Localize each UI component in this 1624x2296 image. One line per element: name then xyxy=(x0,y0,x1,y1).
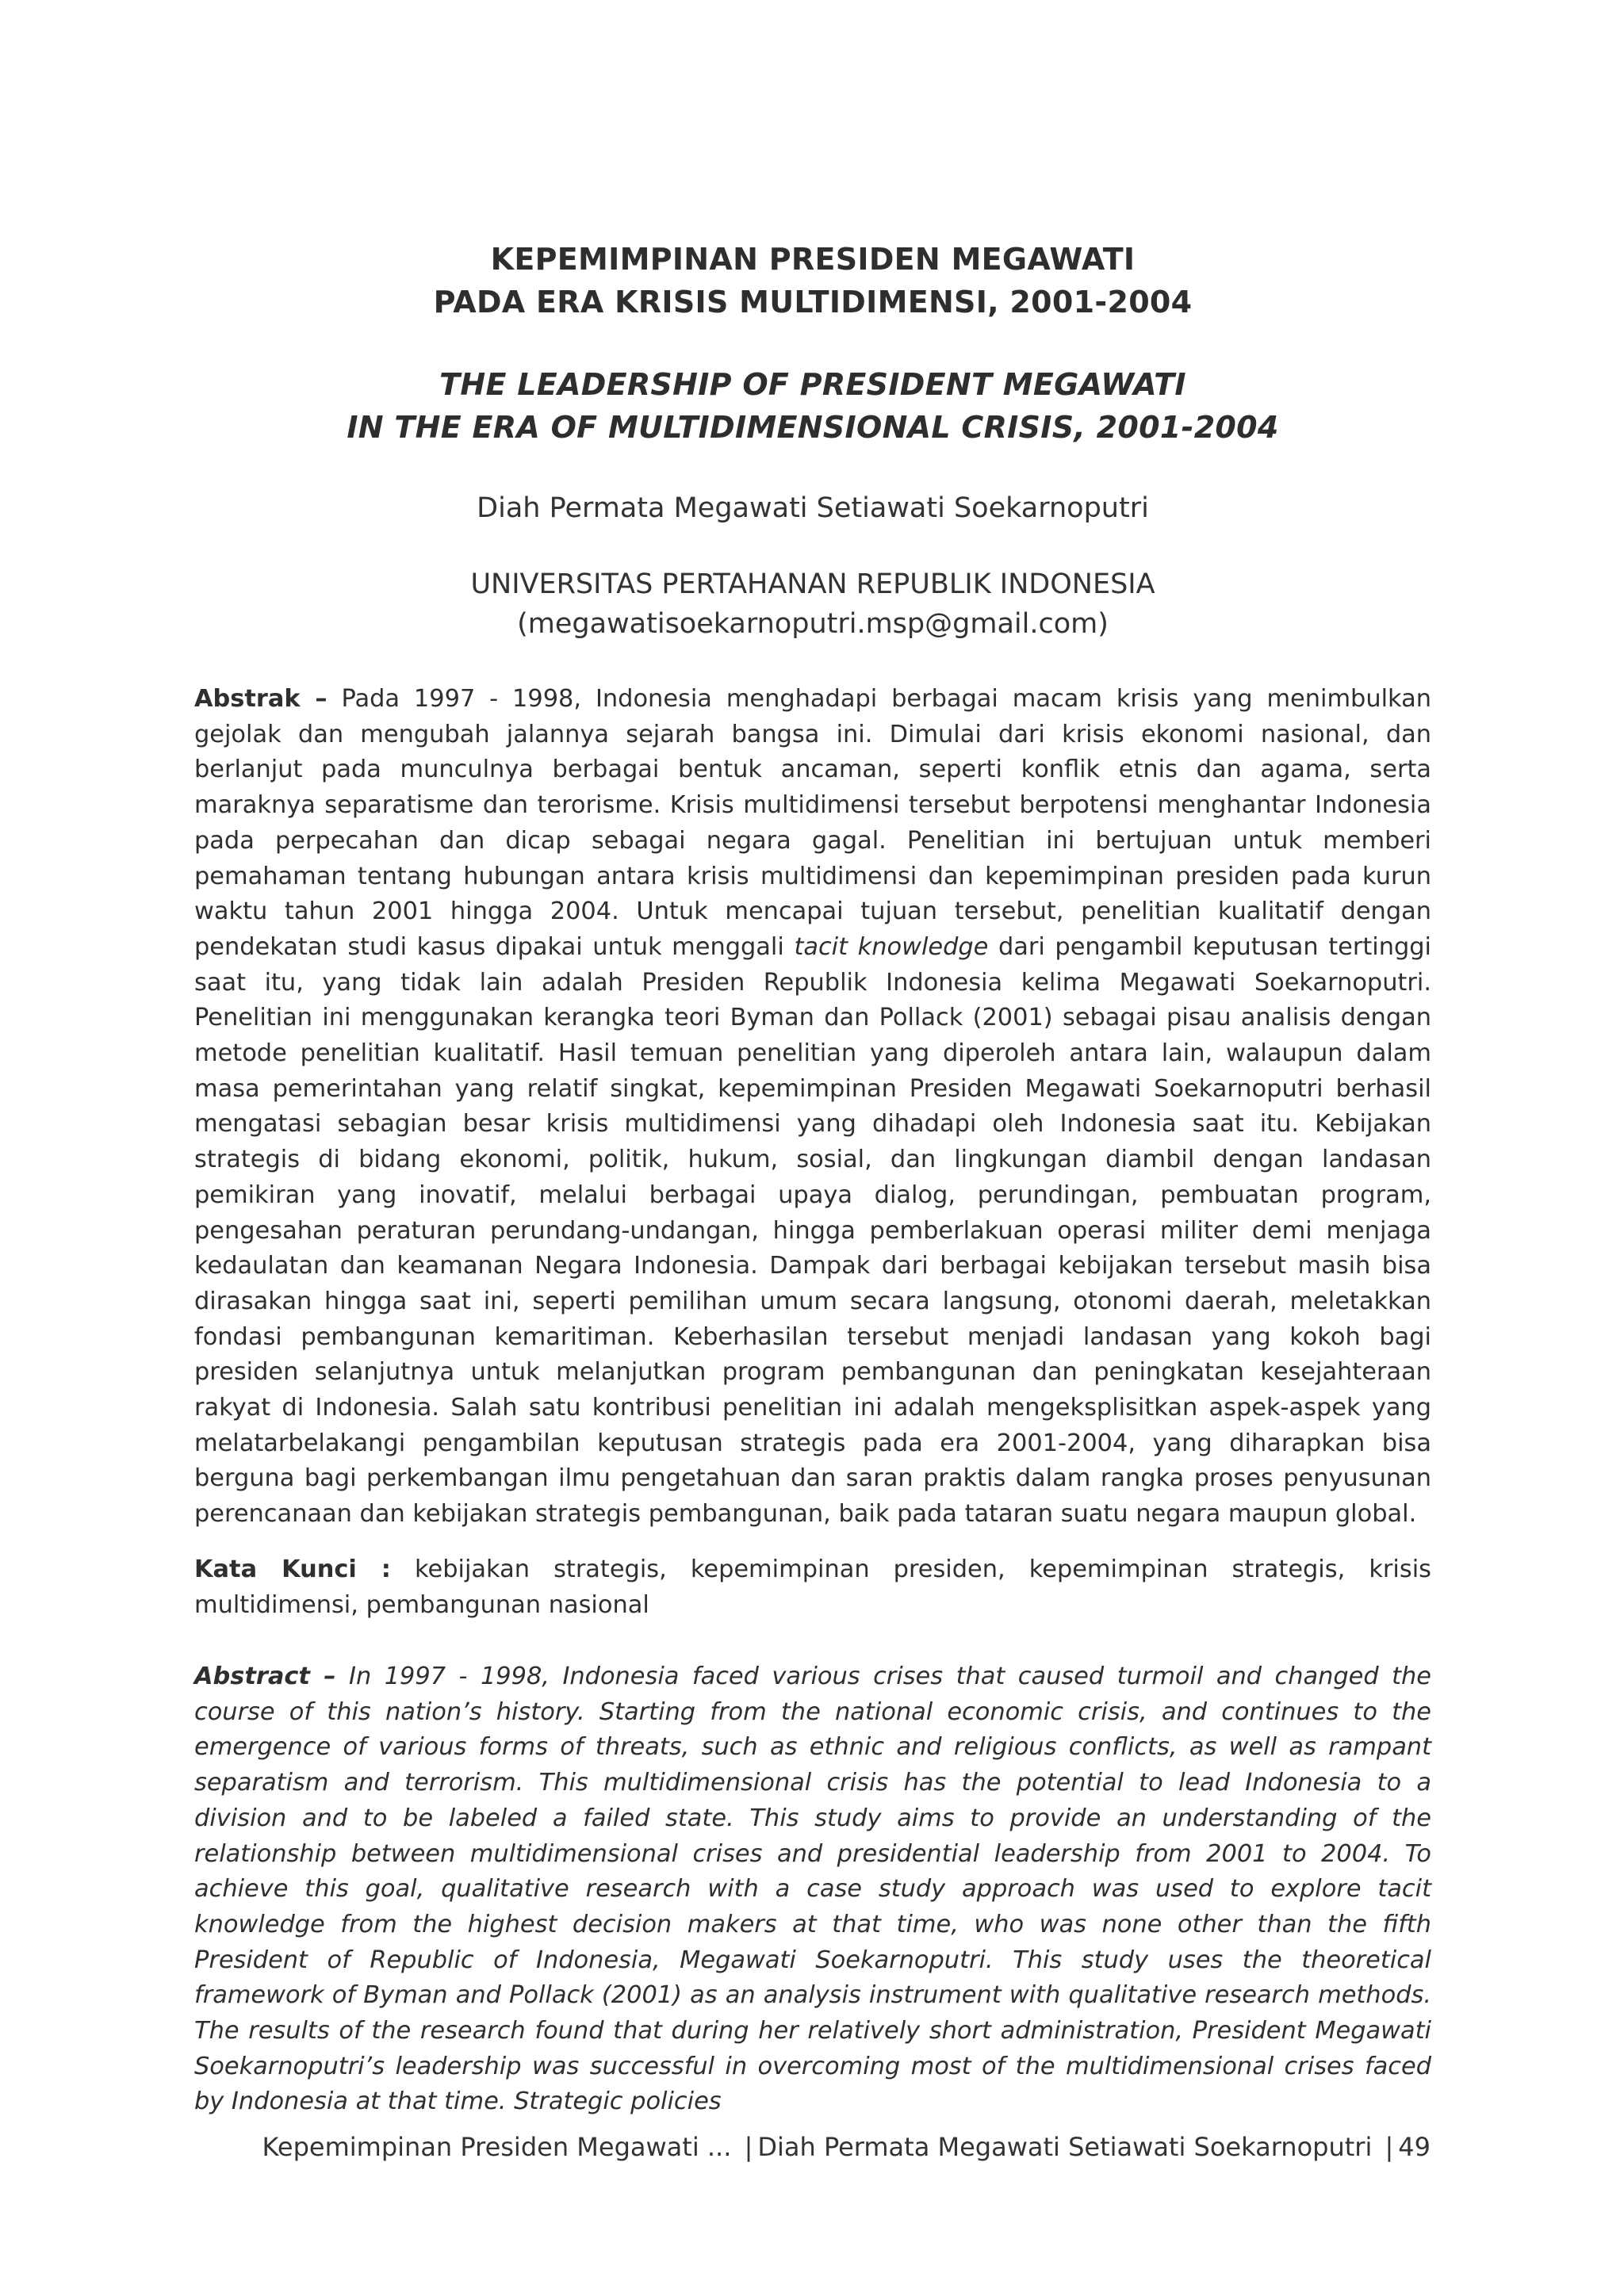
title-english-line1: THE LEADERSHIP OF PRESIDENT MEGAWATI xyxy=(439,367,1186,402)
author-email: (megawatisoekarnoputri.msp@gmail.com) xyxy=(517,608,1109,640)
abstract-label: Abstract – xyxy=(194,1663,336,1690)
affiliation xyxy=(194,564,1431,644)
running-title: Kepemimpinan Presiden Megawati ... xyxy=(262,2132,732,2162)
keywords-label: Kata Kunci : xyxy=(194,1556,391,1583)
abstrak-paragraph xyxy=(194,682,1431,1533)
abstrak-text-part1: Pada 1997 - 1998, Indonesia menghadapi berbagai macam krisis yang menimbulkan gejolak dan mengubah jalannya sejarah bangsa ini. Dimulai dari krisis ekonomi nasional, dan berlanjut pada munculnya berbagai bentuk ancaman, seperti konflik etnis dan agama, serta maraknya separatisme dan terorisme. Krisis multidimensi tersebut berpotensi menghantar Indonesia pada perpecahan dan dicap sebagai negara gagal. Penelitian ini bertujuan untuk memberi pemahaman tentang hubungan antara krisis multidimensi dan kepemimpinan presiden pada kurun waktu tahun 2001 hingga 2004. Untuk mencapai tujuan tersebut, penelitian kualitatif dengan pendekatan studi kasus dipakai untuk menggali xyxy=(194,685,1431,961)
institution: UNIVERSITAS PERTAHANAN REPUBLIK INDONESIA xyxy=(470,568,1155,600)
footer-separator-2: | xyxy=(1385,2132,1394,2162)
running-author: Diah Permata Megawati Setiawati Soekarnoputri xyxy=(757,2132,1373,2162)
title-english xyxy=(194,363,1431,449)
title-indonesian xyxy=(194,238,1431,323)
abstract-text: In 1997 - 1998, Indonesia faced various crises that caused turmoil and changed the course of this nation’s history. Starting from the national economic crisis, and continues to the emergence of various forms of threats, such as ethnic and religious conflicts, as well as rampant separatism and terrorism. This multidimensional crisis has the potential to lead Indonesia to a division and to be labeled a failed state. This study aims to provide an understanding of the relationship between multidimensional crises and presidential leadership from 2001 to 2004. To achieve this goal, qualitative research with a case study approach was used to explore tacit knowledge from the highest decision makers at that time, who was none other than the fifth President of Republic of Indonesia, Megawati Soekarnoputri. This study uses the theoretical framework of Byman and Pollack (2001) as an analysis instrument with qualitative research methods. The results of the research found that during her relatively short administration, President Megawati Soekarnoputri’s leadership was successful in overcoming most of the multidimensional crises faced by Indonesia at that time. Strategic policies xyxy=(194,1663,1431,2116)
author-name: Diah Permata Megawati Setiawati Soekarnoputri xyxy=(477,492,1149,524)
abstrak-text-part2: dari pengambil keputusan tertinggi saat itu, yang tidak lain adalah Presiden Republik Indonesia kelima Megawati Soekarnoputri. Penelitian ini menggunakan kerangka teori Byman dan Pollack (2001) sebagai pisau analisis dengan metode penelitian kualitatif. Hasil temuan penelitian yang diperoleh antara lain, walaupun dalam masa pemerintahan yang relatif singkat, kepemimpinan Presiden Megawati Soekarnoputri berhasil mengatasi sebagian besar krisis multidimensi yang dihadapi oleh Indonesia saat itu. Kebijakan strategis di bidang ekonomi, politik, hukum, sosial, dan lingkungan diambil dengan landasan pemikiran yang inovatif, melalui berbagai upaya dialog, perundingan, pembuatan program, pengesahan peraturan perundang-undangan, hingga pemberlakuan operasi militer demi menjaga kedaulatan dan keamanan Negara Indonesia. Dampak dari berbagai kebijakan tersebut masih bisa dirasakan hingga saat ini, seperti pemilihan umum secara langsung, otonomi daerah, meletakkan fondasi pembangunan kemaritiman. Keberhasilan tersebut menjadi landasan yang kokoh bagi presiden selanjutnya untuk melanjutkan program pembangunan dan peningkatan kesejahteraan rakyat di Indonesia. Salah satu kontribusi penelitian ini adalah mengeksplisitkan aspek-aspek yang melatarbelakangi pengambilan keputusan strategis pada era 2001-2004, yang diharapkan bisa berguna bagi perkembangan ilmu pengetahuan dan saran praktis dalam rangka proses penyusunan perencanaan dan kebijakan strategis pembangunan, baik pada tataran suatu negara maupun global. xyxy=(194,932,1431,1529)
keywords-paragraph xyxy=(194,1552,1431,1623)
title-english-line2: IN THE ERA OF MULTIDIMENSIONAL CRISIS, 2001-2004 xyxy=(347,410,1279,445)
title-indonesian-line2: PADA ERA KRISIS MULTIDIMENSI, 2001-2004 xyxy=(433,285,1193,320)
keywords-text: kebijakan strategis, kepemimpinan presiden, kepemimpinan strategis, krisis multidimensi, pembangunan nasional xyxy=(194,1556,1431,1619)
abstract-english-paragraph xyxy=(194,1659,1431,2120)
page-number: 49 xyxy=(1398,2132,1431,2162)
title-indonesian-line1: KEPEMIMPINAN PRESIDEN MEGAWATI xyxy=(490,242,1136,277)
abstrak-italic-term: tacit knowledge xyxy=(794,932,989,961)
abstrak-label: Abstrak – xyxy=(194,685,327,713)
footer-separator: | xyxy=(744,2132,753,2162)
page-footer xyxy=(262,2130,1431,2164)
